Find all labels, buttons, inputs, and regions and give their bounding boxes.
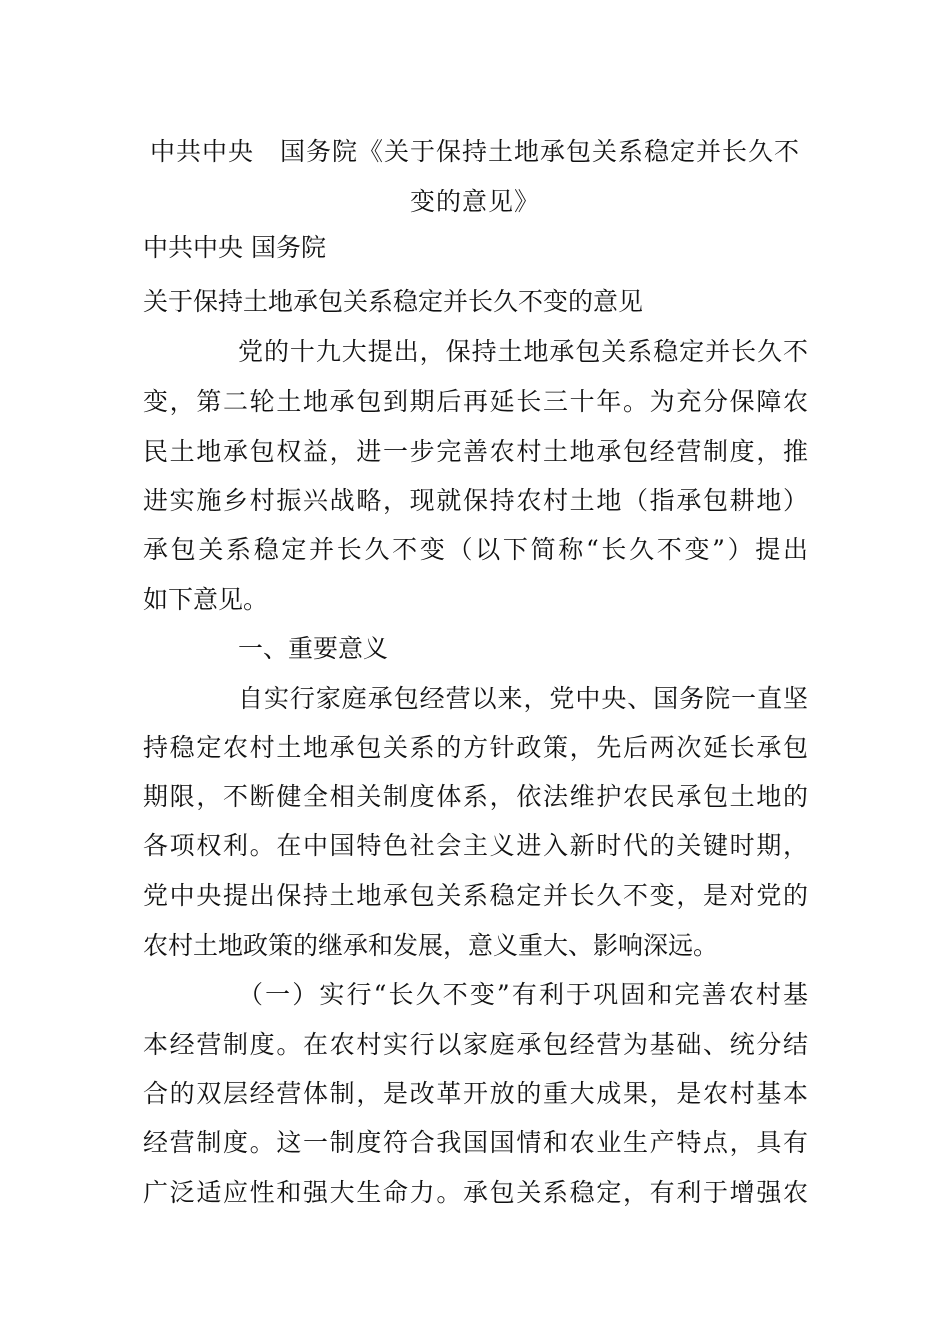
body-line: 党中央提出保持土地承包关系稳定并长久不变，是对党的: [143, 881, 808, 910]
body-line: 进实施乡村振兴战略，现就保持农村土地（指承包耕地）: [143, 486, 808, 515]
document-title-line-1: 中共中央 国务院《关于保持土地承包关系稳定并长久不: [149, 137, 800, 166]
body-line: （一）实行“长久不变”有利于巩固和完善农村基: [238, 980, 808, 1009]
body-line: 自实行家庭承包经营以来，党中央、国务院一直坚: [238, 684, 808, 713]
issuer-line: 中共中央 国务院: [143, 233, 326, 262]
body-line: 合的双层经营体制，是改革开放的重大成果，是农村基本: [143, 1079, 808, 1108]
body-line: 本经营制度。在农村实行以家庭承包经营为基础、统分结: [143, 1030, 808, 1059]
body-line: 农村土地政策的继承和发展，意义重大、影响深远。: [143, 931, 719, 960]
body-line: 各项权利。在中国特色社会主义进入新时代的关键时期，: [143, 831, 808, 860]
body-line: 持稳定农村土地承包关系的方针政策，先后两次延长承包: [143, 733, 808, 762]
body-line: 期限，不断健全相关制度体系，依法维护农民承包土地的: [143, 782, 808, 811]
body-line: 承包关系稳定并长久不变（以下简称“长久不变”）提出: [143, 535, 808, 564]
section-heading: 一、重要意义: [238, 634, 389, 663]
body-line: 如下意见。: [143, 585, 269, 614]
body-line: 党的十九大提出，保持土地承包关系稳定并长久不: [238, 337, 808, 366]
body-line: 民土地承包权益，进一步完善农村土地承包经营制度，推: [143, 437, 808, 466]
document-title-line-2: 变的意见》: [409, 187, 540, 216]
body-line: 经营制度。这一制度符合我国国情和农业生产特点，具有: [143, 1128, 808, 1157]
body-line: 变，第二轮土地承包到期后再延长三十年。为充分保障农: [143, 387, 808, 416]
subtitle-line: 关于保持土地承包关系稳定并长久不变的意见: [143, 287, 644, 316]
body-line: 广泛适应性和强大生命力。承包关系稳定，有利于增强农: [143, 1178, 808, 1207]
